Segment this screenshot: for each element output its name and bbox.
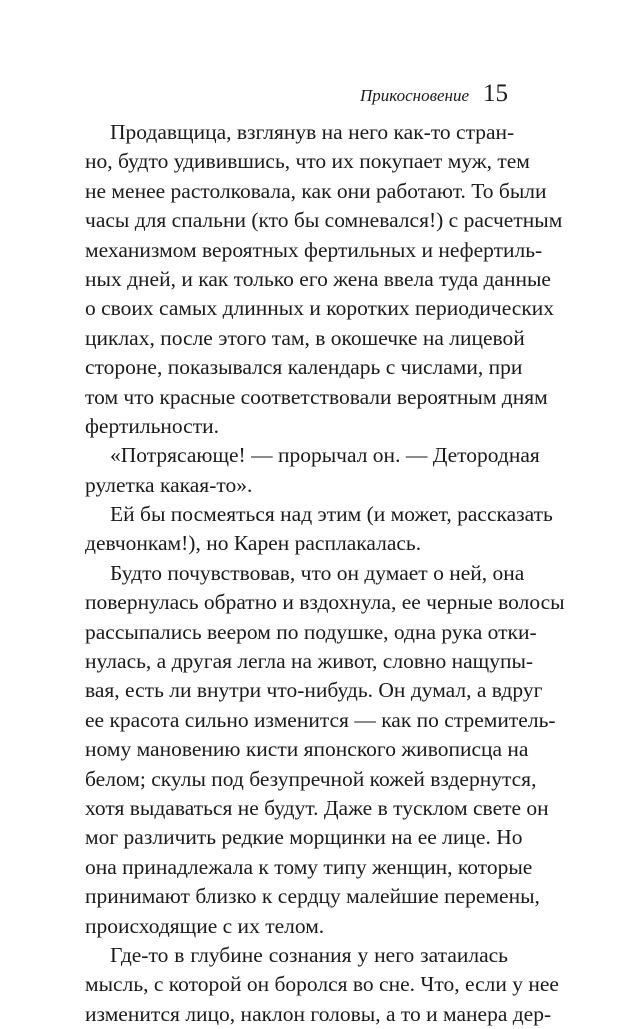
body-text bbox=[85, 118, 565, 1029]
text-line: вая, есть ли внутри что-нибудь. Он думал, а вдруг bbox=[85, 678, 543, 703]
text-line: хотя выдаваться не будут. Даже в тусклом свете он bbox=[85, 795, 549, 820]
paragraph bbox=[85, 118, 563, 441]
text-line: она принадлежала к тому типу женщин, которые bbox=[85, 854, 533, 879]
text-line: циклах, после этого там, в окошечке на лицевой bbox=[85, 325, 525, 350]
text-line: ее красота сильно изменится — как по стремитель- bbox=[85, 707, 556, 732]
text-line: Будто почувствовав, что он думает о ней, она bbox=[110, 560, 525, 585]
text-line: рулетка какая-то». bbox=[85, 472, 253, 497]
text-line: Продавщица, взглянув на него как-то стран- bbox=[110, 120, 515, 144]
text-line: «Потрясающе! — прорычал он. — Детородная bbox=[110, 443, 540, 468]
text-line: фертильности. bbox=[85, 413, 219, 438]
text-line: девчонкам!), но Карен расплакалась. bbox=[85, 531, 422, 556]
text-line: ных дней, и как только его жена ввела туда данные bbox=[85, 266, 551, 291]
text-line: принимают близко к сердцу малейшие перемены, bbox=[85, 884, 540, 909]
text-line: не менее растолковала, как они работают. То были bbox=[85, 178, 547, 203]
running-head bbox=[360, 80, 508, 108]
text-line: рассыпались веером по подушке, одна рука отки- bbox=[85, 619, 537, 644]
text-line: механизмом вероятных фертильных и нефертиль- bbox=[85, 237, 543, 262]
paragraph bbox=[85, 441, 540, 500]
text-line: о своих самых длинных и коротких периодических bbox=[85, 296, 555, 321]
text-line: изменится лицо, наклон головы, а то и манера дер- bbox=[85, 1001, 552, 1026]
text-line: повернулась обратно и вздохнула, ее черные волосы bbox=[85, 590, 565, 615]
text-line: белом; скулы под безупречной кожей вздернутся, bbox=[85, 766, 537, 791]
text-line: нулась, а другая легла на живот, словно нащупы- bbox=[85, 649, 534, 674]
text-line: ному мановению кисти японского живописца на bbox=[85, 737, 529, 762]
paragraph bbox=[85, 941, 559, 1029]
text-line: том что красные соответствовали вероятным дням bbox=[85, 384, 548, 409]
text-line: мысль, с которой он боролся во сне. Что, если у нее bbox=[85, 972, 559, 997]
text-line: Где-то в глубине сознания у него затаилась bbox=[110, 942, 508, 967]
paragraph bbox=[85, 500, 553, 559]
page-number: 15 bbox=[483, 80, 508, 107]
text-line: Ей бы посмеяться над этим (и может, рассказать bbox=[110, 502, 553, 527]
text-line: часы для спальни (кто бы сомневался!) с расчетным bbox=[85, 208, 563, 233]
text-line: стороне, показывался календарь с числами, при bbox=[85, 355, 523, 380]
text-line: мог различить редкие морщинки на ее лице. Но bbox=[85, 825, 523, 850]
running-title: Прикосновение bbox=[360, 86, 469, 105]
text-line: происходящие с их телом. bbox=[85, 913, 325, 938]
text-line: но, будто удивившись, что их покупает муж, тем bbox=[85, 149, 530, 174]
paragraph bbox=[85, 559, 565, 941]
